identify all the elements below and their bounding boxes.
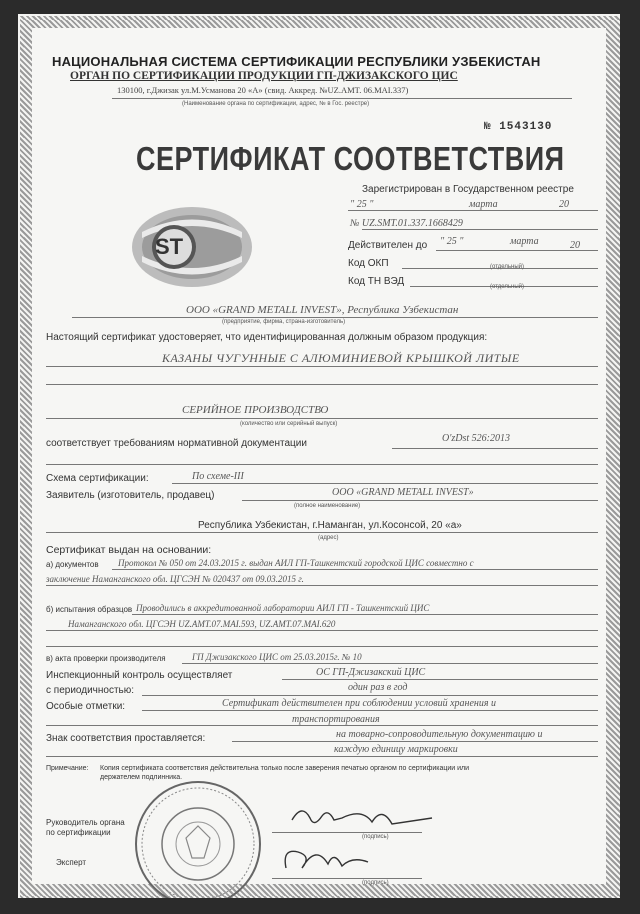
applicant-label: Заявитель (изготовитель, продавец) <box>46 490 215 501</box>
header-line-1: НАЦИОНАЛЬНАЯ СИСТЕМА СЕРТИФИКАЦИИ РЕСПУБЛИКИ УЗБЕКИСТАН <box>52 54 541 69</box>
doc-a-label: а) документов <box>46 560 99 569</box>
scheme-label: Схема сертификации: <box>46 473 149 484</box>
doc-a-value-2: заключение Наманганского обл. ЦГСЭН № 020437 от 09.03.2015 г. <box>46 574 304 584</box>
doc-b-label: б) испытания образцов <box>46 605 133 614</box>
valid-until-year: 20 <box>570 240 580 251</box>
valid-until-month: марта <box>510 236 539 247</box>
certificate-title: СЕРТИФИКАТ СООТВЕТСТВИЯ <box>136 140 565 178</box>
signature-caption: (подпись) <box>362 834 389 840</box>
registered-day: " 25 " <box>350 199 374 210</box>
notes-value-2: транспортирования <box>292 714 380 725</box>
header-caption: (Наименование органа по сертификации, адрес, № в Гос. реестре) <box>182 101 370 107</box>
address-caption: (адрес) <box>318 535 339 541</box>
certificate-number: № 1543130 <box>484 121 553 133</box>
note-label: Примечание: <box>46 765 89 772</box>
signature-caption-2: (подпись) <box>362 880 389 886</box>
doc-b-value: Проводились в аккредитованной лаборатории АИЛ ГП - Ташкентский ЦИС <box>136 603 430 613</box>
standard-value: O'zDst 526:2013 <box>442 433 510 444</box>
manufacturer-caption: (предприятие, фирма, страна-изготовитель) <box>222 319 346 325</box>
certificate-body <box>32 28 606 884</box>
tnved-label: Код ТН ВЭД <box>348 276 405 287</box>
quantity-caption: (количество или серийный выпуск) <box>240 421 338 427</box>
inspection-value: ОС ГП-Джизакский ЦИС <box>316 667 426 678</box>
scheme-value: По схеме-III <box>192 471 244 482</box>
doc-a-value: Протокол № 050 от 24.03.2015 г. выдан АИЛ ГП-Ташкентский городской ЦИС совместно с <box>118 558 474 568</box>
header-line-2: ОРГАН ПО СЕРТИФИКАЦИИ ПРОДУКЦИИ ГП-ДЖИЗАКСКОГО ЦИС <box>70 70 458 82</box>
period-label: с периодичностью: <box>46 685 135 696</box>
registration-number: № UZ.SMT.01.337.1668429 <box>350 218 463 229</box>
applicant-value: ООО «GRAND METALL INVEST» <box>332 487 474 498</box>
expert-signature <box>272 838 392 880</box>
doc-b-value-2: Наманганского обл. ЦГСЭН UZ.AMT.07.MAI.593, UZ.AMT.07.MAI.620 <box>68 619 336 629</box>
okp-caption: (отдельный) <box>490 264 524 270</box>
applicant-address: Республика Узбекистан, г.Наманган, ул.Косонсой, 20 «а» <box>198 520 462 531</box>
period-value: один раз в год <box>348 682 408 693</box>
note-text-2: держателем подлинника. <box>100 774 183 781</box>
confirm-text: Настоящий сертификат удостоверяет, что идентифицированная должным образом продукция: <box>46 332 488 343</box>
head-label-2: по сертификации <box>46 828 111 837</box>
notes-label: Особые отметки: <box>46 701 126 712</box>
expert-label: Эксперт <box>56 858 87 867</box>
product-value: КАЗАНЫ ЧУГУННЫЕ С АЛЮМИНИЕВОЙ КРЫШКОЙ ЛИТЫЕ <box>162 351 520 365</box>
registered-label: Зарегистрирован в Государственном реестре <box>362 184 574 195</box>
tnved-caption: (отдельный) <box>490 284 524 290</box>
head-label: Руководитель органа <box>46 818 125 827</box>
mark-value-2: каждую единицу маркировки <box>334 744 458 755</box>
inspection-label: Инспекционный контроль осуществляет <box>46 670 233 681</box>
doc-c-label: в) акта проверки производителя <box>46 654 166 663</box>
st-logo <box>122 202 262 292</box>
conforms-text: соответствует требованиям нормативной документации <box>46 438 307 449</box>
header-line-3: 130100, г.Джизак ул.М.Усманова 20 «А» (свид. Аккред. №UZ.AMT. 06.MAI.337) <box>117 85 409 95</box>
certificate-sheet <box>18 14 620 898</box>
registered-year: 20 <box>559 199 569 210</box>
note-text: Копия сертификата соответствия действительна только после заверения печатью органом по сертификации или <box>100 765 470 772</box>
official-seal <box>132 778 264 898</box>
registered-month: марта <box>469 199 498 210</box>
okp-label: Код ОКП <box>348 258 389 269</box>
mark-value: на товарно-сопроводительную документацию и <box>336 729 543 740</box>
applicant-caption: (полное наименование) <box>294 503 361 509</box>
valid-until-day: " 25 " <box>440 236 464 247</box>
issued-label: Сертификат выдан на основании: <box>46 544 212 556</box>
mark-label: Знак соответствия проставляется: <box>46 733 206 744</box>
valid-until-label: Действителен до <box>348 240 428 251</box>
production-type: СЕРИЙНОЕ ПРОИЗВОДСТВО <box>182 404 329 416</box>
notes-value: Сертификат действителен при соблюдении условий хранения и <box>222 698 497 709</box>
logo-text: ST <box>155 234 184 259</box>
doc-c-value: ГП Джизакского ЦИС от 25.03.2015г. № 10 <box>192 652 362 662</box>
manufacturer-value: ООО «GRAND METALL INVEST», Республика Узбекистан <box>186 304 459 316</box>
